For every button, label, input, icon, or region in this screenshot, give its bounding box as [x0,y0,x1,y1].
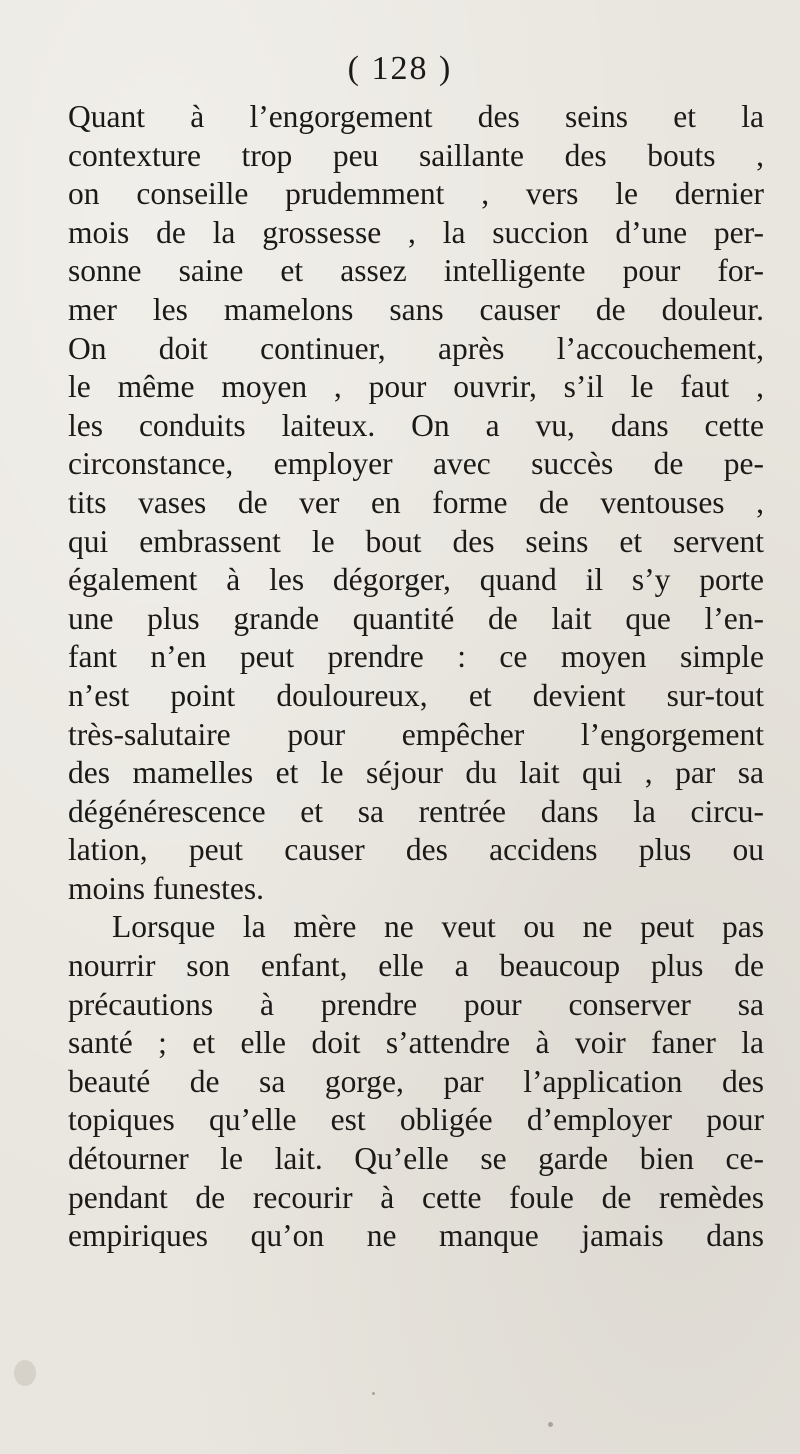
text-line: lation, peut causer des accidens plus ou [68,832,764,868]
text-line: on conseille prudemment , vers le dernier [68,176,764,212]
text-line: dégénérescence et sa rentrée dans la circu- [68,793,764,829]
paragraph-2 [68,908,764,1255]
text-line: précautions à prendre pour conserver sa [68,986,764,1022]
text-line: mois de la grossesse , la succion d’une per- [68,214,764,250]
text-line: très-salutaire pour empêcher l’engorgement [68,716,764,752]
text-line: qui embrassent le bout des seins et servent [68,523,764,559]
text-line: topiques qu’elle est obligée d’employer pour [68,1102,764,1138]
text-line: une plus grande quantité de lait que l’en- [68,600,764,636]
text-line: circonstance, employer avec succès de pe- [68,446,764,482]
paper-speck [548,1422,553,1427]
text-line: santé ; et elle doit s’attendre à voir faner la [68,1025,764,1061]
text-line: contexture trop peu saillante des bouts , [68,137,764,173]
text-line: moins funestes. [68,870,264,906]
text-line: nourrir son enfant, elle a beaucoup plus de [68,948,764,984]
text-line: Quant à l’engorgement des seins et la [68,99,764,134]
paper-speck [372,1392,375,1395]
page-number: ( 128 ) [347,50,453,87]
text-line: les conduits laiteux. On a vu, dans cette [68,407,764,443]
body-text [68,98,764,1256]
text-line: On doit continuer, après l’accouchement, [68,330,764,366]
text-line: mer les mamelons sans causer de douleur. [68,291,764,327]
text-line: sonne saine et assez intelligente pour for- [68,253,764,289]
paper-speck [14,1360,36,1386]
text-line: n’est point douloureux, et devient sur-tout [68,677,764,713]
text-line: beauté de sa gorge, par l’application des [68,1063,764,1099]
text-line: empiriques qu’on ne manque jamais dans [68,1218,764,1254]
text-line: détourner le lait. Qu’elle se garde bien ce- [68,1141,764,1177]
text-line: pendant de recourir à cette foule de remèdes [68,1179,764,1215]
text-line: également à les dégorger, quand il s’y porte [68,562,764,598]
text-line: le même moyen , pour ouvrir, s’il le faut , [68,369,764,405]
text-line: fant n’en peut prendre : ce moyen simple [68,639,764,675]
text-line: des mamelles et le séjour du lait qui , par sa [68,755,764,791]
text-line: Lorsque la mère ne veut ou ne peut pas [112,909,764,945]
paragraph-1 [68,98,764,908]
text-line: tits vases de ver en forme de ventouses , [68,484,764,520]
